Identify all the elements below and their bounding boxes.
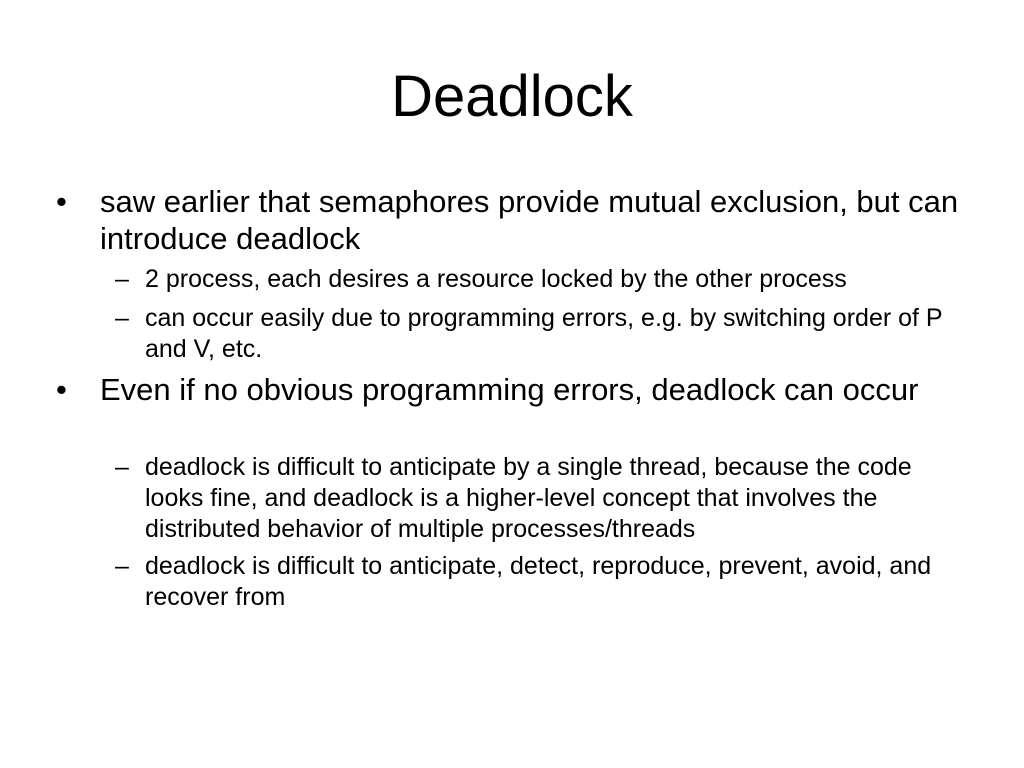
bullet-item bbox=[56, 183, 980, 257]
bullet-marker: • bbox=[56, 184, 67, 219]
sub-bullet-text: 2 process, each desires a resource locked by the other process bbox=[145, 265, 847, 293]
slide-title: Deadlock bbox=[391, 64, 633, 129]
bullet-item bbox=[56, 371, 980, 408]
bullet-text: saw earlier that semaphores provide mutual exclusion, but can introduce deadlock bbox=[100, 184, 959, 256]
sub-bullet-marker: – bbox=[115, 453, 129, 481]
sub-bullet-text: deadlock is difficult to anticipate by a single thread, because the code looks fine, and deadlock is a higher-level concept that involves the distributed behavior of multiple processes/threads bbox=[145, 453, 912, 543]
sub-bullet-item bbox=[115, 303, 965, 365]
sub-bullet-item bbox=[115, 452, 965, 545]
sub-bullet-text: deadlock is difficult to anticipate, detect, reproduce, prevent, avoid, and recover from bbox=[145, 552, 932, 611]
bullet-marker: • bbox=[56, 372, 67, 407]
bullet-text: Even if no obvious programming errors, deadlock can occur bbox=[100, 372, 919, 407]
sub-bullet-marker: – bbox=[115, 265, 129, 293]
sub-bullet-item bbox=[115, 264, 965, 295]
sub-bullet-marker: – bbox=[115, 552, 129, 580]
sub-bullet-marker: – bbox=[115, 304, 129, 332]
sub-bullet-text: can occur easily due to programming errors, e.g. by switching order of P and V, etc. bbox=[145, 304, 943, 363]
sub-bullet-item bbox=[115, 551, 965, 613]
